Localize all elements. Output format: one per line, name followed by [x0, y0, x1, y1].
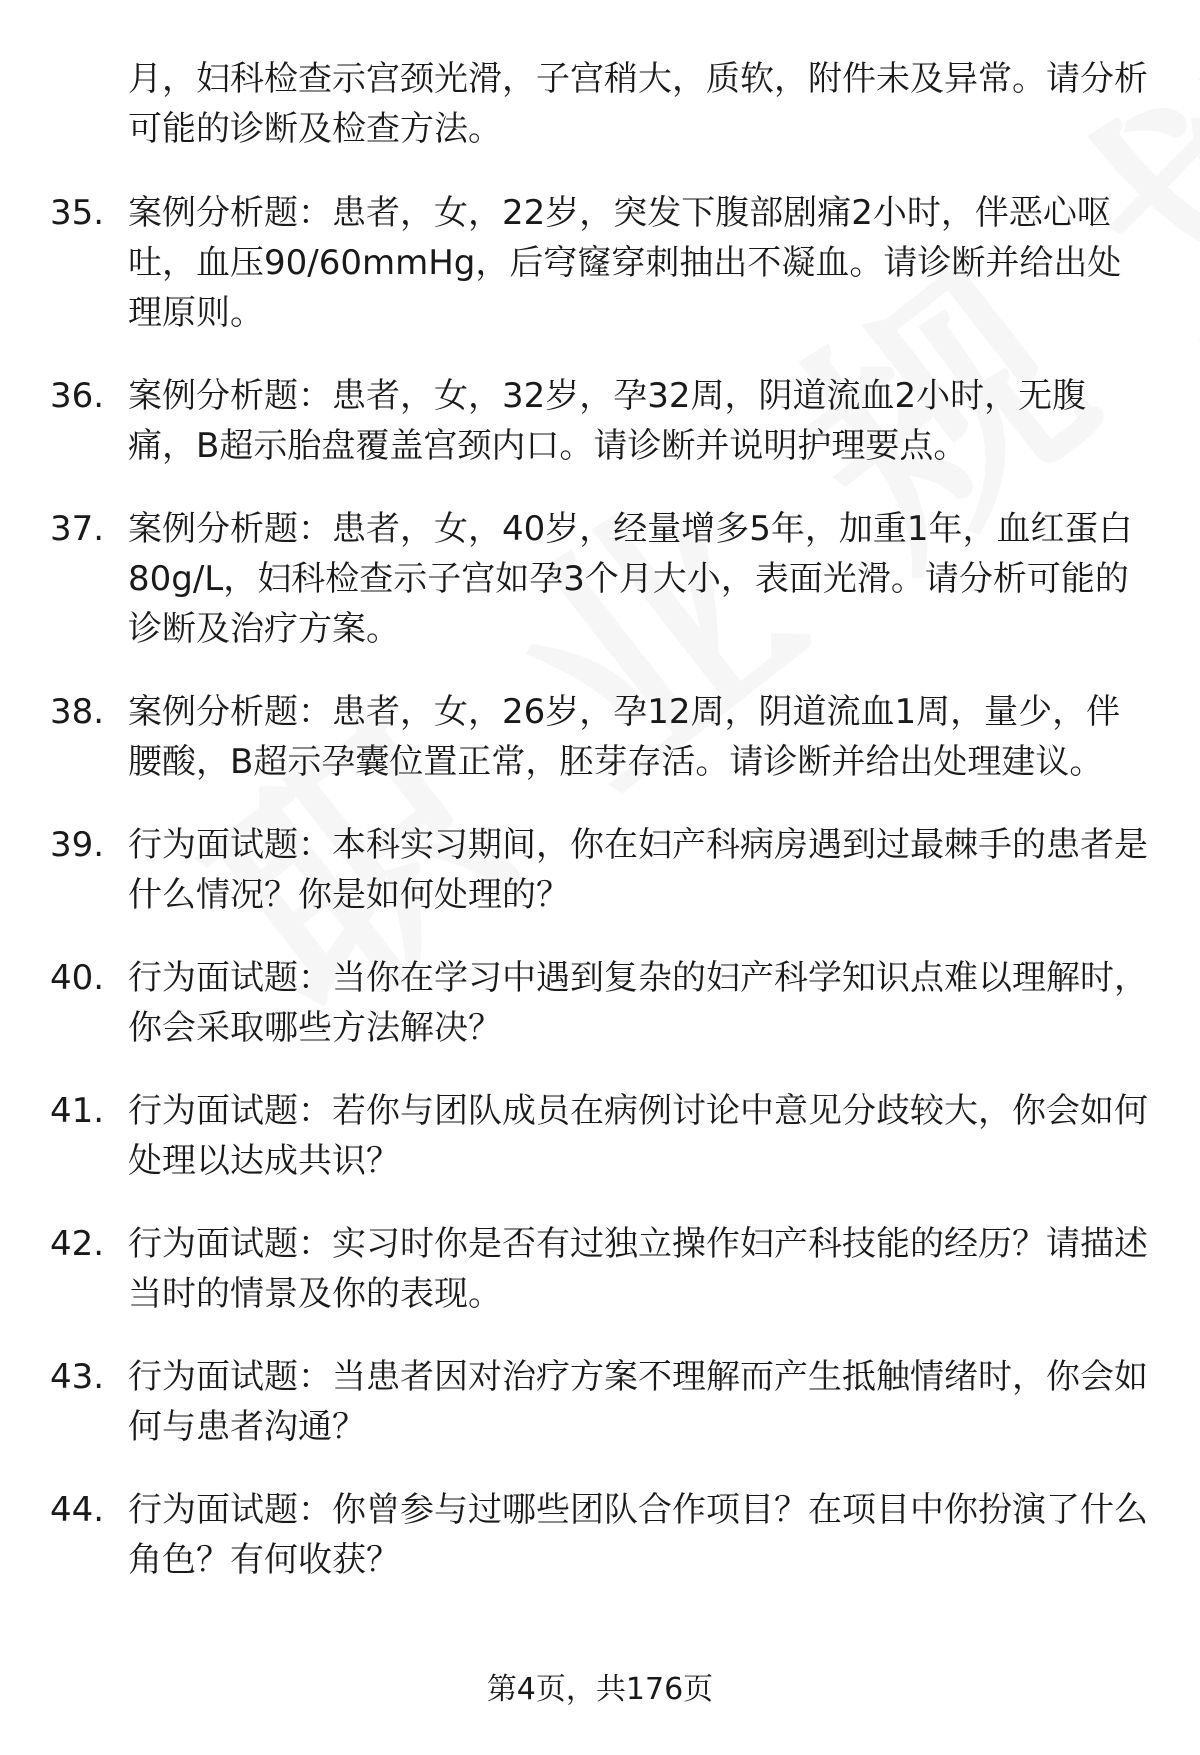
question-text: 行为面试题：实习时你是否有过独立操作妇产科技能的经历？请描述当时的情景及你的表现。: [128, 1224, 1148, 1314]
question-text: 行为面试题：你曾参与过哪些团队合作项目？在项目中你扮演了什么角色？有何收获？: [128, 1490, 1148, 1580]
question-number: 44.: [50, 1490, 105, 1530]
question-item: [50, 953, 1150, 1053]
question-item: [50, 188, 1150, 338]
question-list: [50, 54, 1150, 1618]
question-item: [50, 1352, 1150, 1452]
question-text: 行为面试题：当患者因对治疗方案不理解而产生抵触情绪时，你会如何与患者沟通？: [128, 1357, 1148, 1447]
question-item: [50, 371, 1150, 471]
question-text: 行为面试题：若你与团队成员在病例讨论中意见分歧较大，你会如何处理以达成共识？: [128, 1091, 1148, 1181]
question-number: 42.: [50, 1224, 105, 1264]
question-item: [50, 1485, 1150, 1585]
question-number: 39.: [50, 825, 105, 865]
question-item: [50, 1086, 1150, 1186]
page-footer: 第4页，共176页: [486, 1672, 714, 1707]
question-number: 41.: [50, 1091, 105, 1131]
question-number: 37.: [50, 509, 105, 549]
question-text: 行为面试题：当你在学习中遇到复杂的妇产科学知识点难以理解时，你会采取哪些方法解决？: [128, 958, 1148, 1048]
question-number: 40.: [50, 958, 105, 998]
question-number: 38.: [50, 692, 105, 732]
question-text: 行为面试题：本科实习期间，你在妇产科病房遇到过最棘手的患者是什么情况？你是如何处理的？: [128, 825, 1148, 915]
question-text: 案例分析题：患者，女，22岁，突发下腹部剧痛2小时，伴恶心呕吐，血压90/60mmHg，后穹窿穿刺抽出不凝血。请诊断并给出处理原则。: [128, 193, 1122, 333]
question-number: 35.: [50, 193, 105, 233]
question-item: [50, 820, 1150, 920]
question-number: 43.: [50, 1357, 105, 1397]
continuation-text: 月，妇科检查示宫颈光滑，子宫稍大，质软，附件未及异常。请分析可能的诊断及检查方法。: [128, 59, 1148, 149]
question-item: [50, 1219, 1150, 1319]
question-item: [50, 687, 1150, 787]
question-text: 案例分析题：患者，女，26岁，孕12周，阴道流血1周，量少，伴腰酸，B超示孕囊位置正常，胚芽存活。请诊断并给出处理建议。: [128, 692, 1121, 782]
question-text: 案例分析题：患者，女，32岁，孕32周，阴道流血2小时，无腹痛，B超示胎盘覆盖宫颈内口。请诊断并说明护理要点。: [128, 376, 1087, 466]
question-item: [50, 504, 1150, 654]
question-text: 案例分析题：患者，女，40岁，经量增多5年，加重1年，血红蛋白80g/L，妇科检查示子宫如孕3个月大小，表面光滑。请分析可能的诊断及治疗方案。: [128, 509, 1133, 649]
question-number: 36.: [50, 376, 105, 416]
